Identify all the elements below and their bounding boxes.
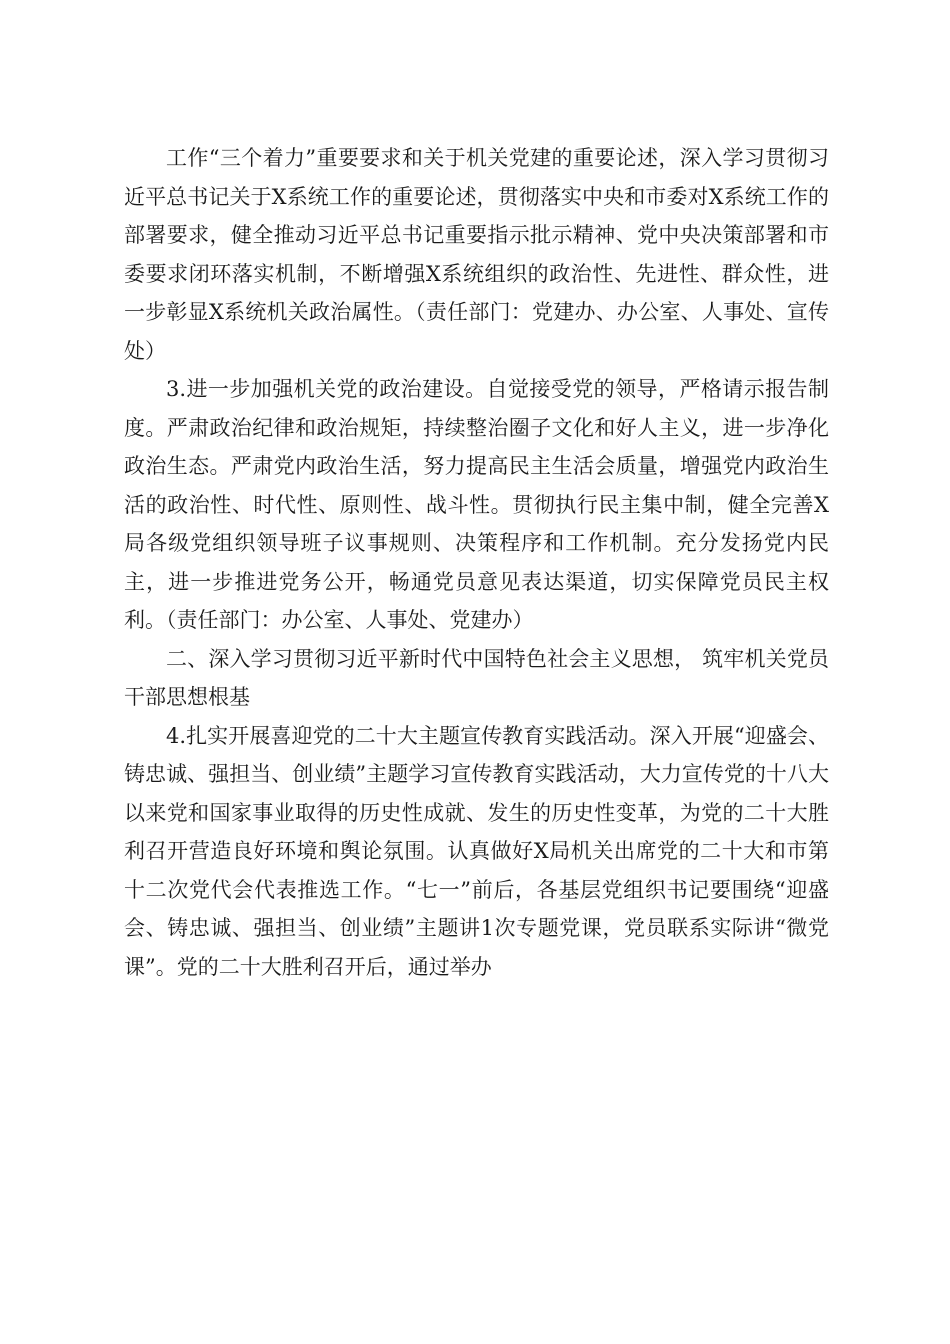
paragraph-item-3: 3.进一步加强机关党的政治建设。自觉接受党的领导，严格请示报告制度。严肃政治纪律和政治规矩，持续整治圈子文化和好人主义，进一步净化政治生态。严肃党内政治生活，努力提高民主生活会质量，增强党内政治生活的政治性、时代性、原则性、战斗性。贯彻执行民主集中制，健全完善X局各级党组织领导班子议事规则、决策程序和工作机制。充分发扬党内民主，进一步推进党务公开，畅通党员意见表达渠道，切实保障党员民主权利。（责任部门：办公室、人事处、党建办） [124, 377, 829, 632]
paragraph-item-4: 4.扎实开展喜迎党的二十大主题宣传教育实践活动。深入开展“迎盛会、铸忠诚、强担当、创业绩”主题学习宣传教育实践活动，大力宣传党的十八大以来党和国家事业取得的历史性成就、发生的历史性变革，为党的二十大胜利召开营造良好环境和舆论氛围。认真做好X局机关出席党的二十大和市第十二次党代会代表推选工作。“七一”前后，各基层党组织书记要围绕“迎盛会、铸忠诚、强担当、创业绩”主题讲1次专题党课，党员联系实际讲“微党课”。党的二十大胜利召开后，通过举办 [124, 723, 829, 979]
paragraph-intro-continuation: 工作“三个着力”重要要求和关于机关党建的重要论述，深入学习贯彻习近平总书记关于X系统工作的重要论述，贯彻落实中央和市委对X系统工作的部署要求，健全推动习近平总书记重要指示批示精神、党中央决策部署和市委要求闭环落实机制，不断增强X系统组织的政治性、先进性、群众性，进一步彰显X系统机关政治属性。（责任部门：党建办、办公室、人事处、宣传处） [124, 146, 829, 363]
document-body [124, 139, 829, 986]
section-heading-2: 二、深入学习贯彻习近平新时代中国特色社会主义思想， 筑牢机关党员干部思想根基 [124, 646, 829, 709]
